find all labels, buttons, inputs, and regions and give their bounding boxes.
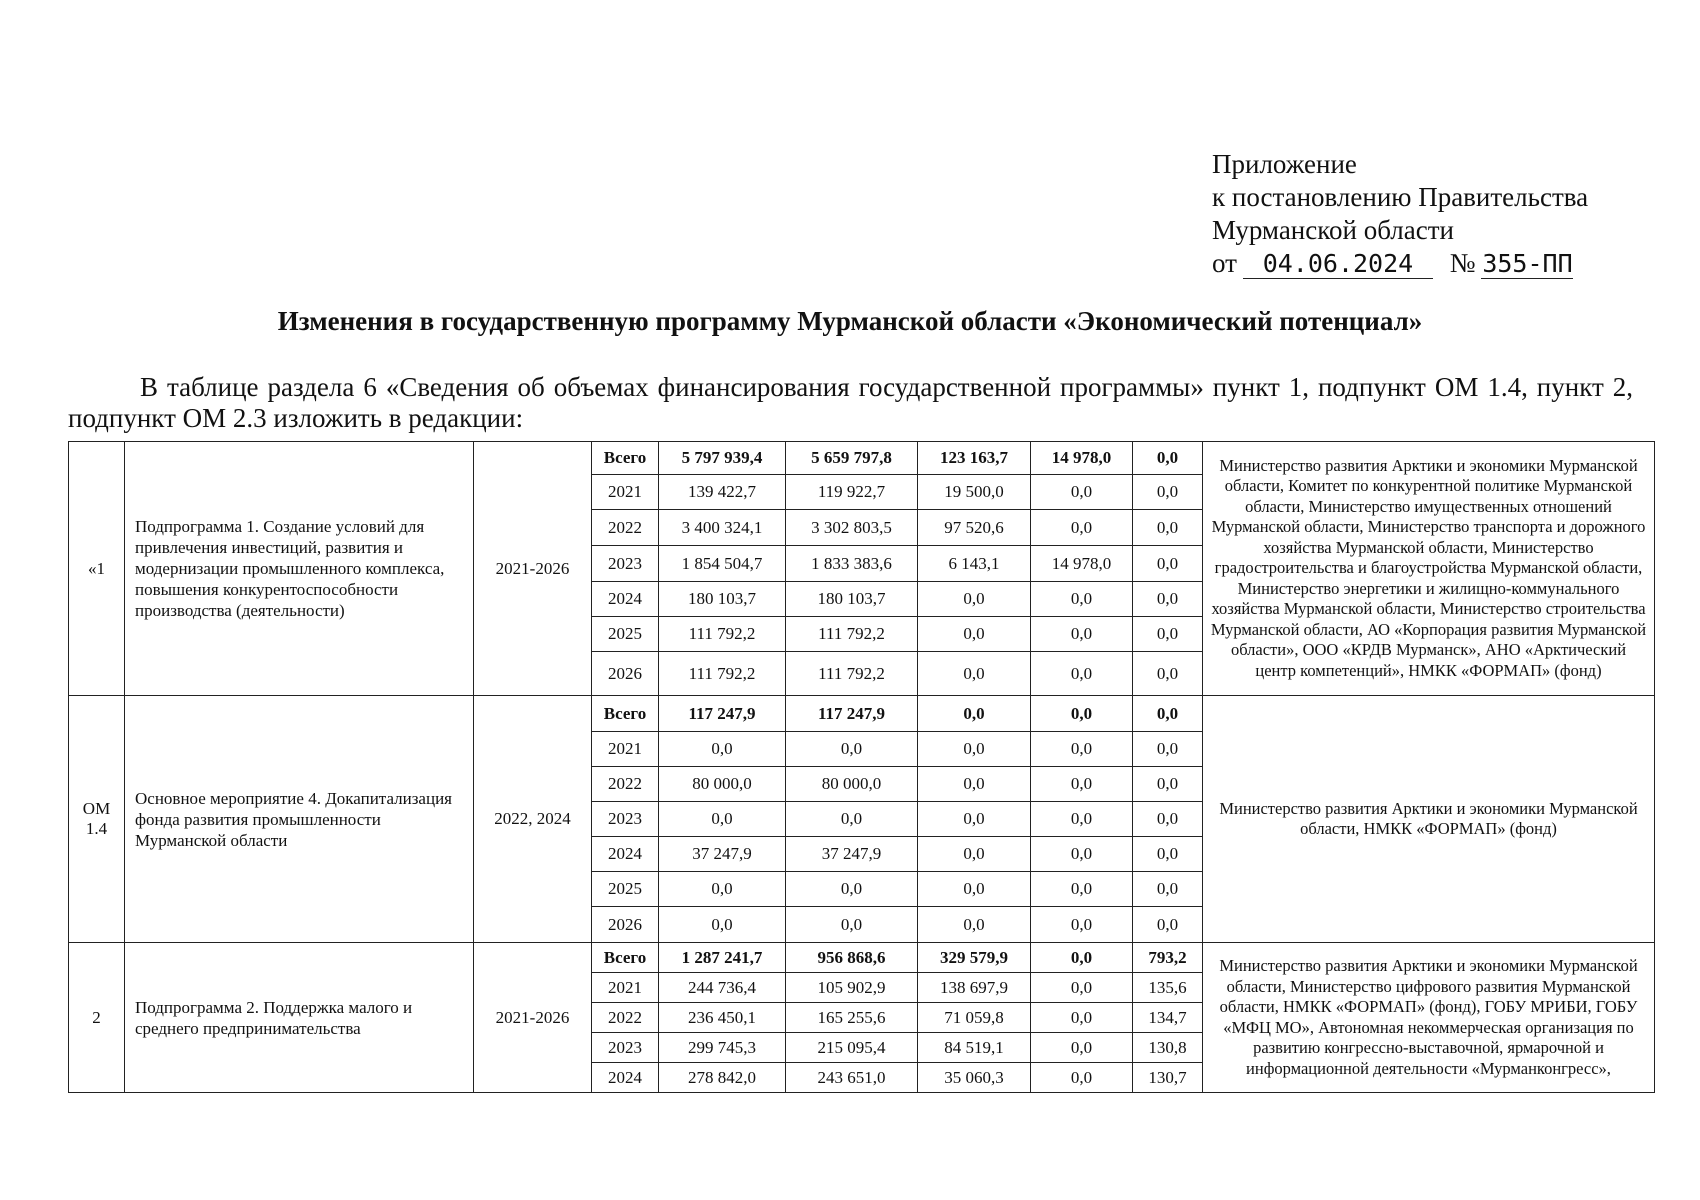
other-sources-cell: 0,0: [1133, 617, 1203, 652]
year-cell: 2024: [592, 582, 659, 617]
other-sources-cell: 0,0: [1133, 510, 1203, 546]
local-budget-cell: 0,0: [1031, 943, 1133, 973]
item-name: Подпрограмма 1. Создание условий для привлечения инвестиций, развития и модернизации промышленного комплекса, повышения конкурентоспособности производства (деятельности): [125, 442, 474, 696]
regional-budget-cell: 0,0: [786, 872, 918, 907]
total-funds-cell: 139 422,7: [659, 475, 786, 510]
regional-budget-cell: 111 792,2: [786, 617, 918, 652]
local-budget-cell: 0,0: [1031, 1063, 1133, 1093]
table-row: [69, 696, 1655, 732]
local-budget-cell: 0,0: [1031, 837, 1133, 872]
intro-paragraph: В таблице раздела 6 «Сведения об объемах финансирования государственной программы» пункт 1, подпункт ОМ 1.4, пункт 2, подпункт ОМ 2.3 изложить в редакции:: [68, 372, 1633, 433]
year-cell: Всего: [592, 442, 659, 475]
local-budget-cell: 0,0: [1031, 652, 1133, 696]
total-funds-cell: 0,0: [659, 732, 786, 767]
table-row: [69, 442, 1655, 475]
appendix-label: Приложение: [1212, 149, 1357, 179]
year-cell: 2022: [592, 1003, 659, 1033]
total-funds-cell: 0,0: [659, 907, 786, 943]
table-row: [69, 943, 1655, 973]
other-sources-cell: 0,0: [1133, 872, 1203, 907]
federal-budget-cell: 0,0: [918, 802, 1031, 837]
item-period: 2021-2026: [474, 442, 592, 696]
other-sources-cell: 130,7: [1133, 1063, 1203, 1093]
other-sources-cell: 0,0: [1133, 475, 1203, 510]
other-sources-cell: 0,0: [1133, 907, 1203, 943]
regional-budget-cell: 0,0: [786, 802, 918, 837]
executors-cell: Министерство развития Арктики и экономики Мурманской области, НМКК «ФОРМАП» (фонд): [1203, 696, 1655, 943]
federal-budget-cell: 138 697,9: [918, 973, 1031, 1003]
year-cell: 2025: [592, 617, 659, 652]
regional-budget-cell: 1 833 383,6: [786, 546, 918, 582]
other-sources-cell: 0,0: [1133, 767, 1203, 802]
year-cell: Всего: [592, 943, 659, 973]
item-period: 2022, 2024: [474, 696, 592, 943]
local-budget-cell: 0,0: [1031, 475, 1133, 510]
item-code: «1: [69, 442, 125, 696]
regional-budget-cell: 105 902,9: [786, 973, 918, 1003]
year-cell: 2023: [592, 1033, 659, 1063]
total-funds-cell: 111 792,2: [659, 617, 786, 652]
year-cell: 2021: [592, 475, 659, 510]
regional-budget-cell: 5 659 797,8: [786, 442, 918, 475]
year-cell: 2024: [592, 837, 659, 872]
year-cell: 2023: [592, 802, 659, 837]
local-budget-cell: 0,0: [1031, 732, 1133, 767]
local-budget-cell: 0,0: [1031, 1033, 1133, 1063]
federal-budget-cell: 0,0: [918, 617, 1031, 652]
federal-budget-cell: 0,0: [918, 907, 1031, 943]
executors-cell: Министерство развития Арктики и экономики Мурманской области, Комитет по конкурентной политике Мурманской области, Министерство имущественных отношений Мурманской области, Министерство транспорта и дорожного хозяйства Мурманской области, Министерство градостроительства и благоустройства Мурманской области, Министерство энергетики и жилищно-коммунального хозяйства Мурманской области, Министерство строительства Мурманской области, АО «Корпорация развития Мурманской области», ООО «КРДВ Мурманск», АНО «Арктический центр компетенций», НМКК «ФОРМАП» (фонд): [1203, 442, 1655, 696]
federal-budget-cell: 329 579,9: [918, 943, 1031, 973]
federal-budget-cell: 35 060,3: [918, 1063, 1031, 1093]
federal-budget-cell: 71 059,8: [918, 1003, 1031, 1033]
regional-budget-cell: 165 255,6: [786, 1003, 918, 1033]
federal-budget-cell: 123 163,7: [918, 442, 1031, 475]
other-sources-cell: 0,0: [1133, 652, 1203, 696]
year-cell: 2025: [592, 872, 659, 907]
total-funds-cell: 80 000,0: [659, 767, 786, 802]
document-title: Изменения в государственную программу Мурманской области «Экономический потенциал»: [277, 306, 1423, 336]
federal-budget-cell: 0,0: [918, 696, 1031, 732]
regional-budget-cell: 243 651,0: [786, 1063, 918, 1093]
regional-budget-cell: 3 302 803,5: [786, 510, 918, 546]
other-sources-cell: 135,6: [1133, 973, 1203, 1003]
item-code: 2: [69, 943, 125, 1093]
federal-budget-cell: 0,0: [918, 732, 1031, 767]
other-sources-cell: 0,0: [1133, 442, 1203, 475]
federal-budget-cell: 0,0: [918, 582, 1031, 617]
number-prefix: №: [1449, 248, 1476, 278]
total-funds-cell: 236 450,1: [659, 1003, 786, 1033]
total-funds-cell: 37 247,9: [659, 837, 786, 872]
local-budget-cell: 0,0: [1031, 872, 1133, 907]
appendix-date-number: [1212, 247, 1588, 280]
regional-budget-cell: 117 247,9: [786, 696, 918, 732]
decree-date: 04.06.2024: [1243, 250, 1433, 279]
federal-budget-cell: 97 520,6: [918, 510, 1031, 546]
year-cell: Всего: [592, 696, 659, 732]
other-sources-cell: 0,0: [1133, 732, 1203, 767]
other-sources-cell: 793,2: [1133, 943, 1203, 973]
local-budget-cell: 14 978,0: [1031, 546, 1133, 582]
federal-budget-cell: 0,0: [918, 837, 1031, 872]
other-sources-cell: 130,8: [1133, 1033, 1203, 1063]
regional-budget-cell: 80 000,0: [786, 767, 918, 802]
total-funds-cell: 278 842,0: [659, 1063, 786, 1093]
local-budget-cell: 0,0: [1031, 1003, 1133, 1033]
year-cell: 2026: [592, 907, 659, 943]
total-funds-cell: 1 854 504,7: [659, 546, 786, 582]
local-budget-cell: 0,0: [1031, 510, 1133, 546]
regional-budget-cell: 37 247,9: [786, 837, 918, 872]
total-funds-cell: 0,0: [659, 872, 786, 907]
other-sources-cell: 0,0: [1133, 802, 1203, 837]
year-cell: 2022: [592, 510, 659, 546]
item-period: 2021-2026: [474, 943, 592, 1093]
total-funds-cell: 117 247,9: [659, 696, 786, 732]
local-budget-cell: 0,0: [1031, 907, 1133, 943]
total-funds-cell: 5 797 939,4: [659, 442, 786, 475]
other-sources-cell: 0,0: [1133, 837, 1203, 872]
total-funds-cell: 1 287 241,7: [659, 943, 786, 973]
year-cell: 2022: [592, 767, 659, 802]
appendix-region-line: Мурманской области: [1212, 215, 1454, 245]
federal-budget-cell: 84 519,1: [918, 1033, 1031, 1063]
other-sources-cell: 0,0: [1133, 582, 1203, 617]
federal-budget-cell: 0,0: [918, 767, 1031, 802]
total-funds-cell: 180 103,7: [659, 582, 786, 617]
total-funds-cell: 244 736,4: [659, 973, 786, 1003]
total-funds-cell: 299 745,3: [659, 1033, 786, 1063]
federal-budget-cell: 0,0: [918, 872, 1031, 907]
executors-cell: Министерство развития Арктики и экономики Мурманской области, Министерство цифрового развития Мурманской области, НМКК «ФОРМАП» (фонд), ГОБУ МРИБИ, ГОБУ «МФЦ МО», Автономная некоммерческая организация по развитию конгрессно-выставочной, ярмарочной и информационной деятельности «Мурманконгресс»,: [1203, 943, 1655, 1093]
item-name: Подпрограмма 2. Поддержка малого и среднего предпринимательства: [125, 943, 474, 1093]
federal-budget-cell: 19 500,0: [918, 475, 1031, 510]
local-budget-cell: 0,0: [1031, 582, 1133, 617]
local-budget-cell: 0,0: [1031, 617, 1133, 652]
local-budget-cell: 0,0: [1031, 973, 1133, 1003]
local-budget-cell: 0,0: [1031, 767, 1133, 802]
decree-number: 355-ПП: [1482, 249, 1573, 278]
regional-budget-cell: 956 868,6: [786, 943, 918, 973]
item-code: ОМ 1.4: [69, 696, 125, 943]
total-funds-cell: 111 792,2: [659, 652, 786, 696]
year-cell: 2024: [592, 1063, 659, 1093]
local-budget-cell: 0,0: [1031, 802, 1133, 837]
year-cell: 2021: [592, 732, 659, 767]
regional-budget-cell: 0,0: [786, 732, 918, 767]
local-budget-cell: 14 978,0: [1031, 442, 1133, 475]
total-funds-cell: 3 400 324,1: [659, 510, 786, 546]
total-funds-cell: 0,0: [659, 802, 786, 837]
appendix-header: [1212, 148, 1588, 280]
year-cell: 2023: [592, 546, 659, 582]
regional-budget-cell: 119 922,7: [786, 475, 918, 510]
appendix-decree-line: к постановлению Правительства: [1212, 182, 1589, 212]
local-budget-cell: 0,0: [1031, 696, 1133, 732]
regional-budget-cell: 215 095,4: [786, 1033, 918, 1063]
item-name: Основное мероприятие 4. Докапитализация фонда развития промышленности Мурманской области: [125, 696, 474, 943]
financing-table: [68, 441, 1655, 1093]
regional-budget-cell: 0,0: [786, 907, 918, 943]
regional-budget-cell: 180 103,7: [786, 582, 918, 617]
other-sources-cell: 0,0: [1133, 696, 1203, 732]
date-prefix: от: [1212, 248, 1237, 278]
other-sources-cell: 0,0: [1133, 546, 1203, 582]
year-cell: 2026: [592, 652, 659, 696]
federal-budget-cell: 6 143,1: [918, 546, 1031, 582]
federal-budget-cell: 0,0: [918, 652, 1031, 696]
year-cell: 2021: [592, 973, 659, 1003]
other-sources-cell: 134,7: [1133, 1003, 1203, 1033]
regional-budget-cell: 111 792,2: [786, 652, 918, 696]
